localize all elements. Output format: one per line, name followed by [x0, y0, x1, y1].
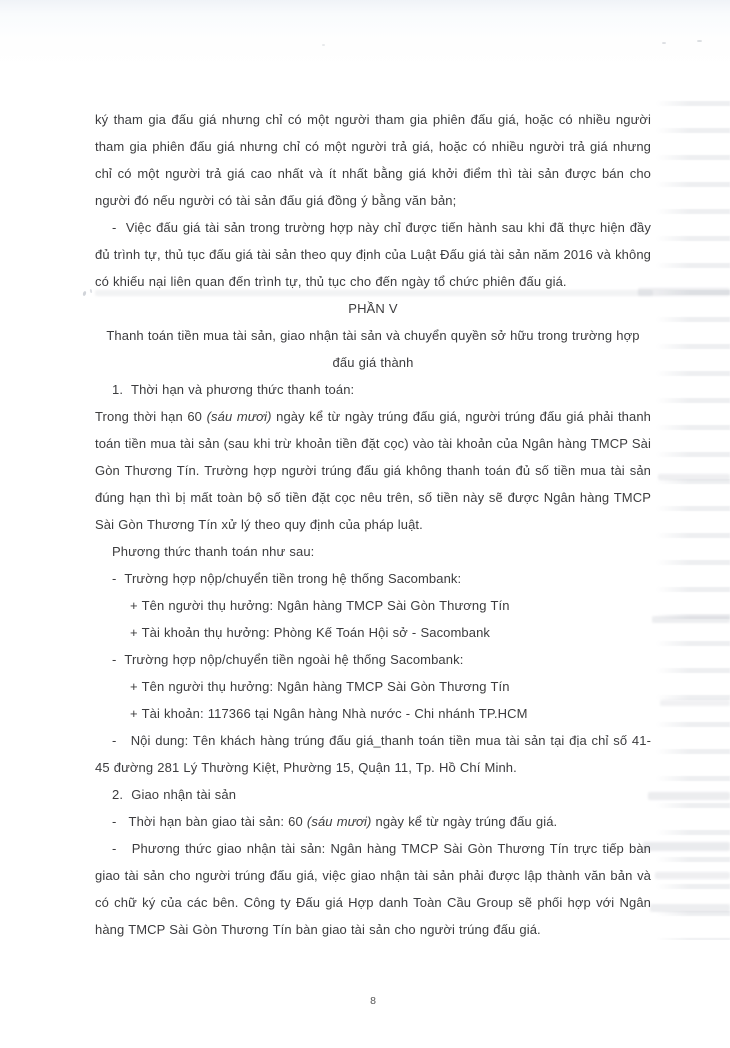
handover-method: - Phương thức giao nhận tài sản: Ngân hàng TMCP Sài Gòn Thương Tín trực tiếp bàn giao tài sản cho người trúng đấu giá, việc giao nhận tài sản phải được lập thành văn bản và có chữ ký của các bên. Công ty Đấu giá Hợp danh Toàn Cầu Group sẽ phối hợp với Ngân hàng TMCP Sài Gòn Thương Tín bàn giao tài sản cho người trúng đấu giá. — [95, 841, 651, 937]
paragraph-carryover: ký tham gia đấu giá nhưng chỉ có một người tham gia phiên đấu giá, hoặc có nhiều người tham gia phiên đấu giá nhưng chỉ có một người trả giá, hoặc có nhiều người trả giá nhưng chỉ có một người trả giá cao nhất và ít nhất bằng giá khởi điểm thì tài sản được bán cho người đó nếu người có tài sản đấu giá đồng ý bằng văn bản; — [95, 112, 651, 208]
scan-speck — [697, 40, 702, 42]
external-account: + Tài khoản: 117366 tại Ngân hàng Nhà nước - Chi nhánh TP.HCM — [130, 706, 528, 721]
payment-methods-intro: Phương thức thanh toán như sau: — [112, 544, 315, 559]
paragraph-payment-term — [95, 403, 651, 538]
scan-speck — [662, 42, 666, 44]
handover-term-italic: (sáu mươi) — [306, 814, 372, 829]
section-subtitle-line: đấu giá thành — [332, 355, 414, 370]
scan-ghosting-strip — [656, 84, 730, 940]
handover-term-text: ngày kể từ ngày trúng đấu giá. — [371, 814, 558, 829]
scan-smudge — [650, 904, 730, 912]
ink-mark — [82, 291, 86, 297]
item2-heading: 2. Giao nhận tài sản — [112, 787, 237, 802]
ink-mark — [90, 289, 93, 293]
method-internal: - Trường hợp nộp/chuyển tiền trong hệ thống Sacombank: — [112, 571, 462, 586]
scan-smudge — [643, 842, 730, 851]
scan-smudge — [652, 616, 730, 623]
handover-term — [95, 808, 651, 835]
payment-term-text: ngày kể từ ngày trúng đấu giá, người trúng đấu giá phải thanh toán tiền mua tài sản (sau khi trừ khoản tiền đặt cọc) vào tài khoản của Ngân hàng TMCP Sài Gòn Thương Tín. Trường hợp người trúng đấu giá không thanh toán đủ số tiền mua tài sản đúng hạn thì bị mất toàn bộ số tiền đặt cọc nêu trên, số tiền này sẽ được Ngân hàng TMCP Sài Gòn Thương Tín xử lý theo quy định của pháp luật. — [95, 409, 652, 532]
scan-speck — [322, 44, 325, 46]
document-body — [95, 106, 651, 943]
internal-account: + Tài khoản thụ hưởng: Phòng Kế Toán Hội sở - Sacombank — [130, 625, 491, 640]
item1-heading: 1. Thời hạn và phương thức thanh toán: — [112, 382, 355, 397]
handover-term-text: - Thời hạn bàn giao tài sản: 60 — [112, 814, 307, 829]
scan-smudge — [638, 288, 730, 296]
method-external: - Trường hợp nộp/chuyển tiền ngoài hệ thống Sacombank: — [112, 652, 464, 667]
scan-smudge — [658, 474, 730, 480]
internal-beneficiary: + Tên người thụ hưởng: Ngân hàng TMCP Sài Gòn Thương Tín — [130, 598, 510, 613]
section-subtitle-line: Thanh toán tiền mua tài sản, giao nhận tài sản và chuyển quyền sở hữu trong trường hợp — [106, 328, 640, 343]
transfer-note: - Nội dung: Tên khách hàng trúng đấu giá_thanh toán tiền mua tài sản tại địa chỉ số 41-45 đường 281 Lý Thường Kiệt, Phường 15, Quận 11, Tp. Hồ Chí Minh. — [95, 733, 651, 775]
scan-smudge — [660, 700, 730, 706]
section-heading: PHẦN V — [348, 301, 398, 316]
payment-term-text: Trong thời hạn 60 — [95, 409, 207, 424]
page-number: 8 — [370, 995, 376, 1007]
paragraph-auction-procedure: - Việc đấu giá tài sản trong trường hợp này chỉ được tiến hành sau khi đã thực hiện đầy đủ trình tự, thủ tục đấu giá tài sản theo quy định của Luật Đấu giá tài sản năm 2016 và không có khiếu nại liên quan đến trình tự, thủ tục cho đến ngày tổ chức phiên đấu giá. — [95, 220, 651, 289]
scan-smudge — [648, 792, 730, 800]
payment-term-italic: (sáu mươi) — [206, 409, 272, 424]
scan-smudge — [655, 872, 730, 879]
external-beneficiary: + Tên người thụ hưởng: Ngân hàng TMCP Sài Gòn Thương Tín — [130, 679, 510, 694]
